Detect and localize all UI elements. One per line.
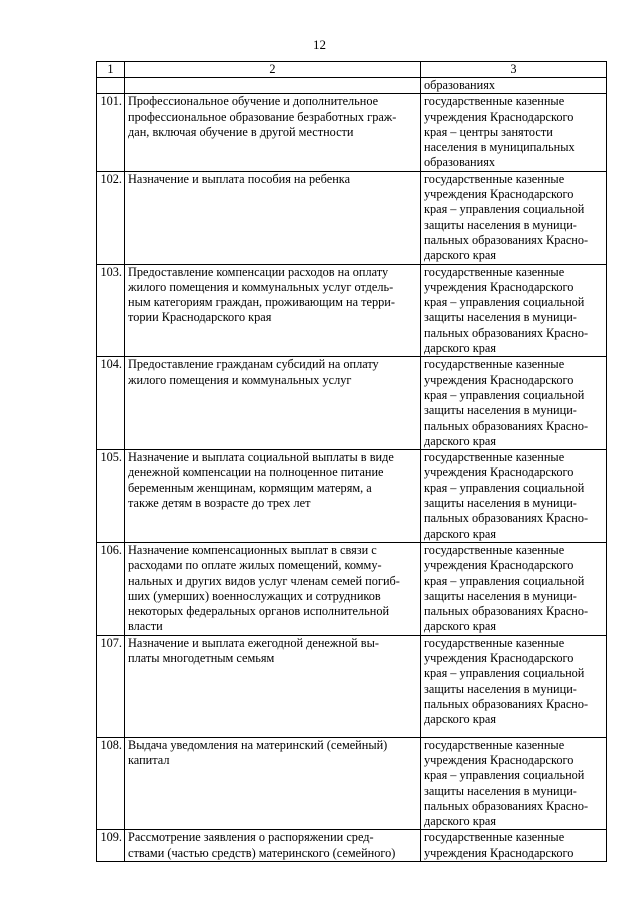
table-row bbox=[97, 171, 607, 264]
row-number: 106. bbox=[97, 542, 125, 635]
service-text: Назначение и выплата ежегодной денежной вы- платы многодетным семьям bbox=[128, 635, 379, 665]
row-number bbox=[97, 78, 125, 94]
table-row bbox=[97, 450, 607, 543]
table-header-row bbox=[97, 62, 607, 78]
column-header: 1 bbox=[97, 62, 125, 78]
org-text: государственные казенные учреждения Краснодарского bbox=[424, 830, 574, 860]
row-number: 108. bbox=[97, 737, 125, 830]
row-number: 103. bbox=[97, 264, 125, 357]
column-header: 2 bbox=[125, 62, 421, 78]
org-text: государственные казенные учреждения Краснодарского края – управления социальной защиты населения в муници- пальных образованиях Красно- дарского края bbox=[424, 357, 589, 448]
table-row bbox=[97, 635, 607, 737]
service-name bbox=[125, 94, 421, 171]
table-row bbox=[97, 737, 607, 830]
service-name bbox=[125, 264, 421, 357]
table-row bbox=[97, 357, 607, 450]
service-name bbox=[125, 171, 421, 264]
responsible-organization bbox=[421, 830, 607, 862]
table-row bbox=[97, 94, 607, 171]
responsible-organization bbox=[421, 737, 607, 830]
service-text: Назначение и выплата пособия на ребенка bbox=[128, 171, 351, 186]
service-text: Назначение компенсационных выплат в связи с расходами по оплате жилых помещений, комму- нальных и других видов услуг членам семей погиб- ших (умерших) военнослужащих и сотрудников некоторых федеральных органов исполнительной власти bbox=[128, 542, 400, 634]
responsible-organization bbox=[421, 450, 607, 543]
service-text: Предоставление гражданам субсидий на оплату жилого помещения и коммунальных услуг bbox=[128, 357, 379, 387]
row-number: 109. bbox=[97, 830, 125, 862]
service-name bbox=[125, 542, 421, 635]
responsible-organization bbox=[421, 78, 607, 94]
org-text: государственные казенные учреждения Краснодарского края – управления социальной защиты населения в муници- пальных образованиях Красно- дарского края bbox=[424, 171, 589, 263]
responsible-organization bbox=[421, 635, 607, 737]
column-header: 3 bbox=[421, 62, 607, 78]
page-number: 12 bbox=[313, 37, 326, 52]
service-name bbox=[125, 635, 421, 737]
org-text: государственные казенные учреждения Краснодарского края – центры занятости населения в муниципальных образованиях bbox=[424, 94, 575, 170]
responsible-organization bbox=[421, 94, 607, 171]
table-row bbox=[97, 830, 607, 862]
service-text: Назначение и выплата социальной выплаты в виде денежной компенсации на полноценное питание беременным женщинам, кормящим матерям, а также детям в возрасте до трех лет bbox=[128, 450, 394, 511]
row-number: 101. bbox=[97, 94, 125, 171]
org-text: государственные казенные учреждения Краснодарского края – управления социальной защиты населения в муници- пальных образованиях Красно- дарского края bbox=[424, 737, 589, 829]
service-name bbox=[125, 830, 421, 862]
row-number: 105. bbox=[97, 450, 125, 543]
responsible-organization bbox=[421, 357, 607, 450]
table-row bbox=[97, 264, 607, 357]
row-number: 102. bbox=[97, 171, 125, 264]
continuation-row bbox=[97, 78, 607, 94]
service-text: Рассмотрение заявления о распоряжении сред- ствами (частью средств) материнского (семейного) bbox=[128, 830, 396, 860]
service-text: Выдача уведомления на материнский (семейный) капитал bbox=[128, 737, 388, 767]
org-text: государственные казенные учреждения Краснодарского края – управления социальной защиты населения в муници- пальных образованиях Красно- дарского края bbox=[424, 264, 589, 356]
org-text: государственные казенные учреждения Краснодарского края – управления социальной защиты населения в муници- пальных образованиях Красно- дарского края bbox=[424, 635, 589, 727]
responsible-organization bbox=[421, 171, 607, 264]
responsible-organization bbox=[421, 542, 607, 635]
service-name bbox=[125, 357, 421, 450]
service-text: Предоставление компенсации расходов на оплату жилого помещения и коммунальных услуг отдель- ным категориям граждан, проживающим на терри- тории Краснодарского края bbox=[128, 264, 395, 325]
org-text: государственные казенные учреждения Краснодарского края – управления социальной защиты населения в муници- пальных образованиях Красно- дарского края bbox=[424, 450, 589, 541]
service-name bbox=[125, 78, 421, 94]
responsible-organization bbox=[421, 264, 607, 357]
org-text: государственные казенные учреждения Краснодарского края – управления социальной защиты населения в муници- пальных образованиях Красно- дарского края bbox=[424, 542, 589, 634]
table-row bbox=[97, 542, 607, 635]
service-name bbox=[125, 450, 421, 543]
service-name bbox=[125, 737, 421, 830]
service-text: Профессиональное обучение и дополнительное профессиональное образование безработных граж- дан, включая обучение в другой местности bbox=[128, 94, 397, 139]
row-number: 107. bbox=[97, 635, 125, 737]
org-text: образованиях bbox=[424, 78, 496, 92]
services-table bbox=[96, 61, 607, 862]
row-number: 104. bbox=[97, 357, 125, 450]
